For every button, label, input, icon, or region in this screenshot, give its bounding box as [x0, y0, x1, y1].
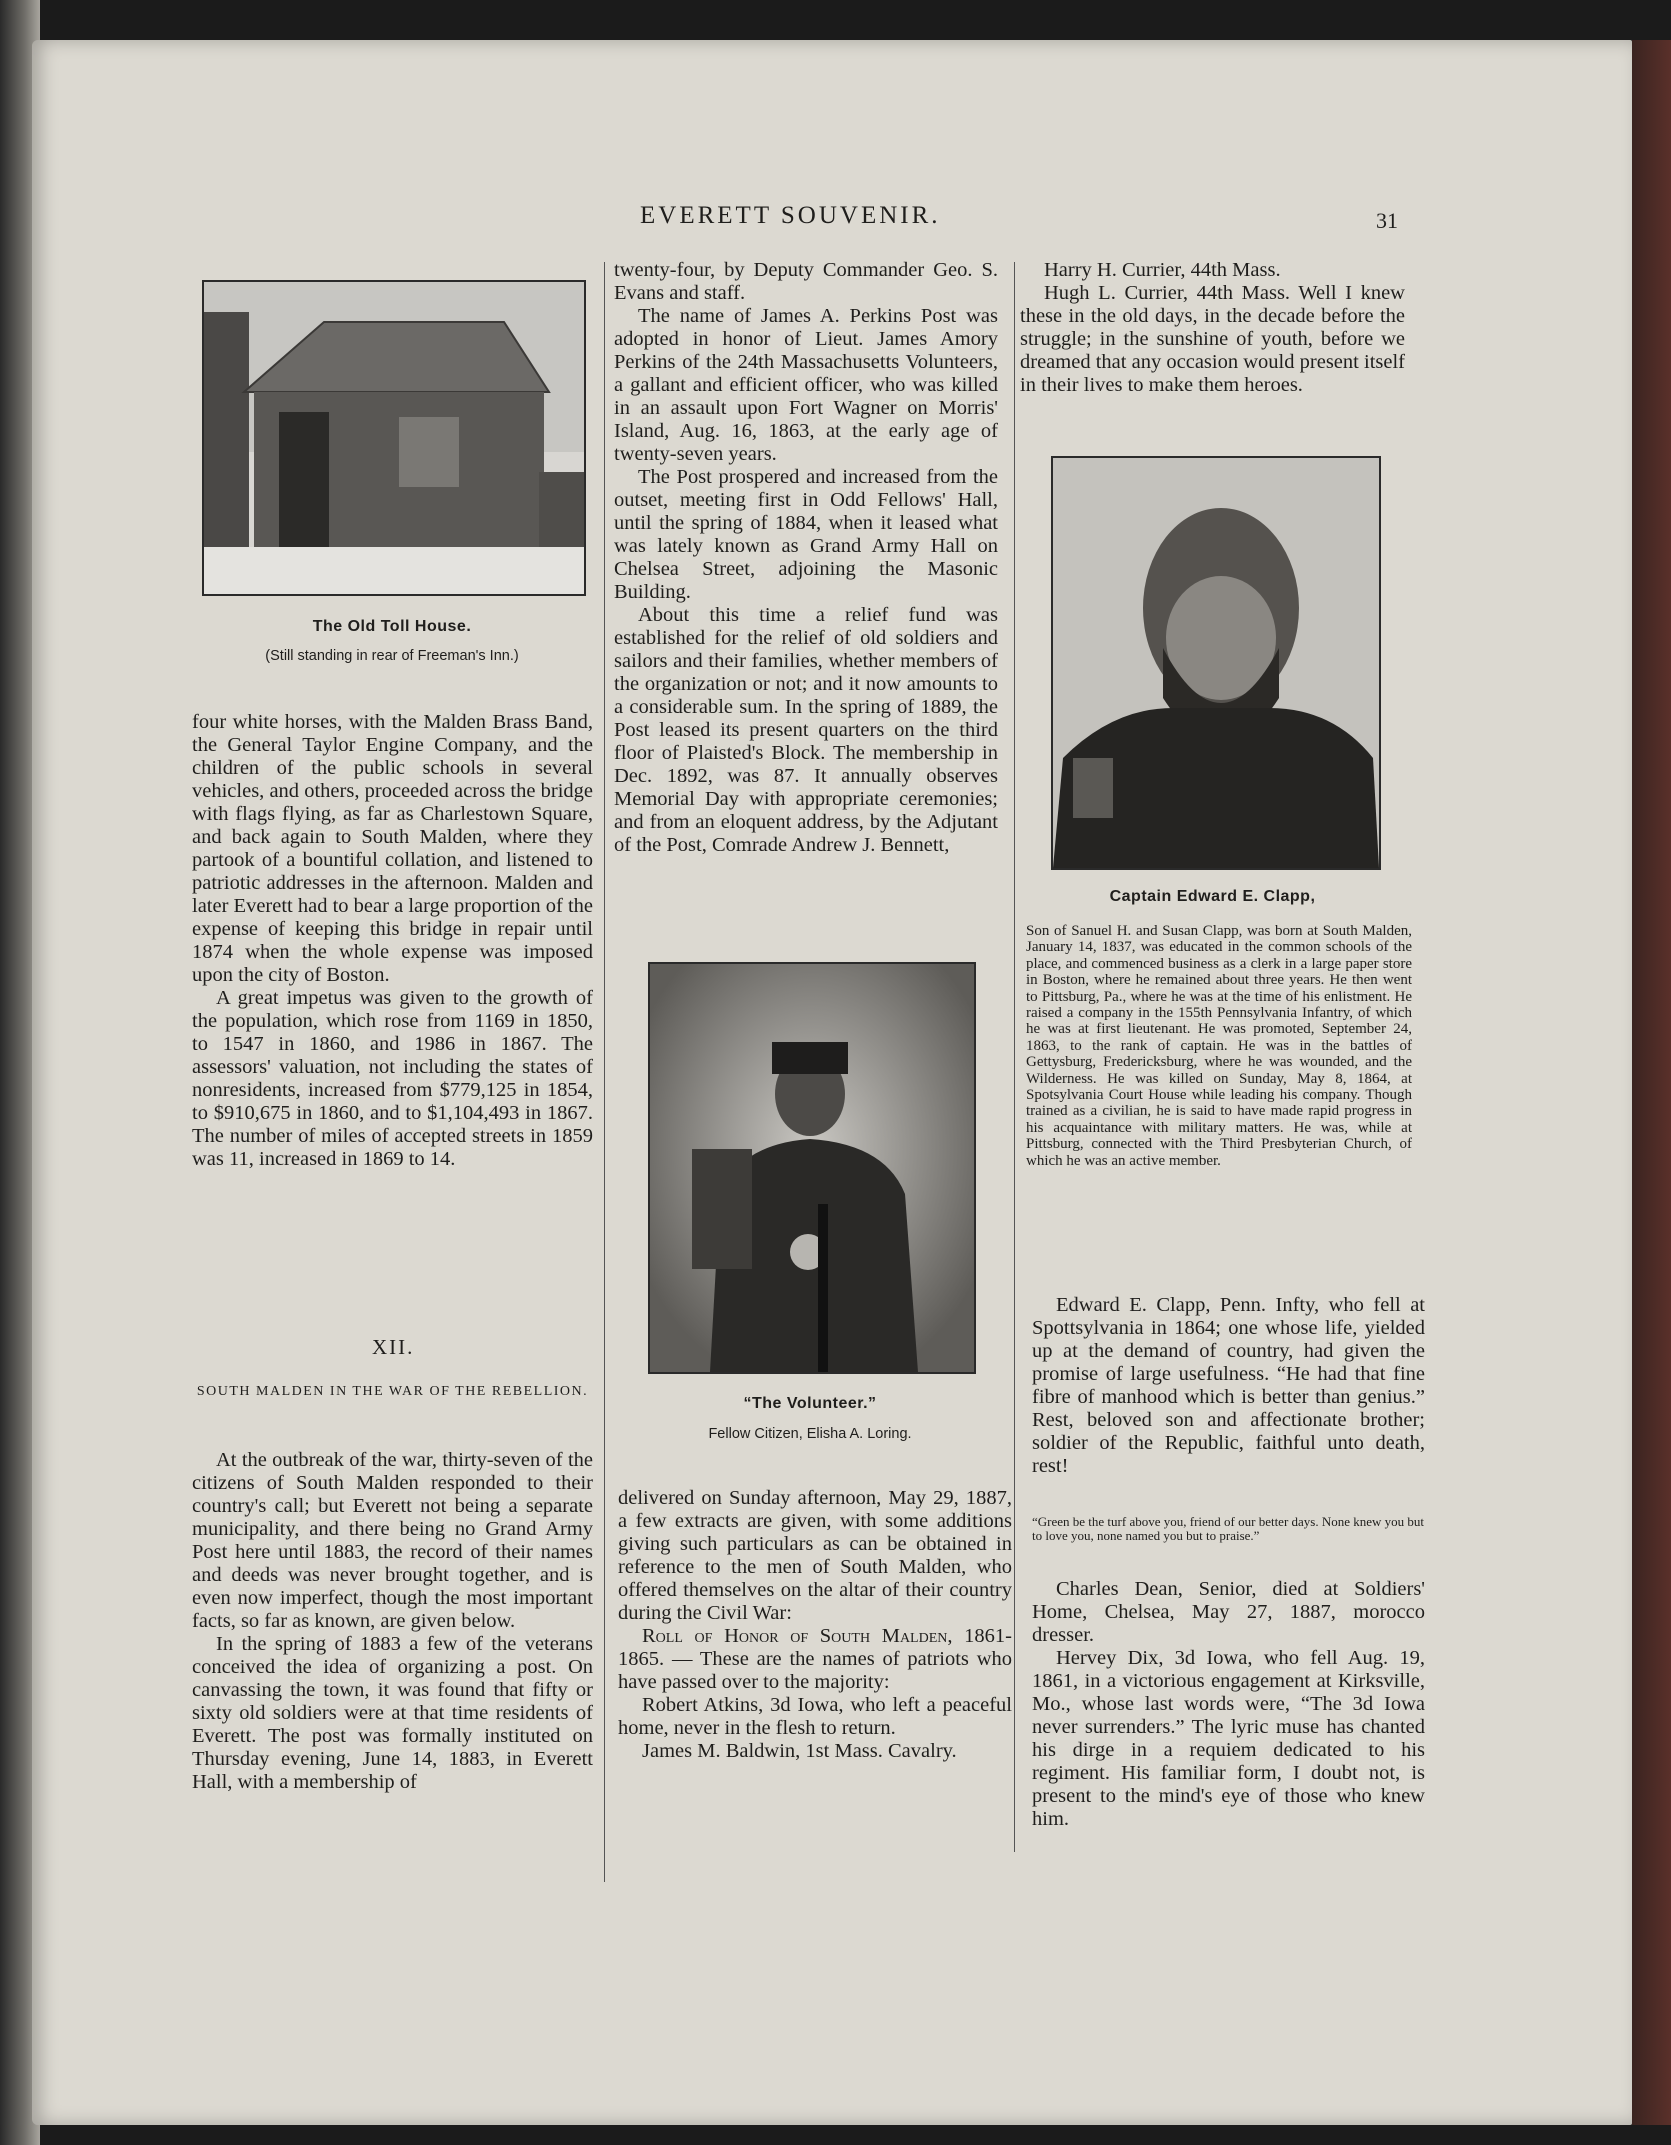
- column-3-bottom: [1032, 1578, 1425, 1831]
- captain-clapp-bio: Son of Sanuel H. and Susan Clapp, was born at South Malden, January 14, 1837, was educated in the common schools of the place, and commenced business as a clerk in a large paper store in Boston, where he remained about three years. He then went to Pittsburg, Pa., where he was at the time of his enlistment. He raised a company in the 155th Pennsylvania Infantry, of which he was at first lieutenant. He was promoted, September 24, 1863, to the rank of captain. He was in the battles of Gettysburg, Fredericksburg, where he was wounded, and the Wilderness. He was killed on Sunday, May 8, 1864, at Spotsylvania Court House while leading his company. Though trained as a civilian, he is said to have made rapid progress in his acquaintance with military matters. He was, while at Pittsburg, connected with the Third Presbyterian Church, of which he was an active member.: [1026, 923, 1412, 1169]
- section-number: XII.: [372, 1335, 415, 1359]
- roll-of-honor-heading: Roll of Honor of South Malden, 1861-1865.: [618, 1625, 1012, 1670]
- book-cover-edge: [1632, 40, 1671, 2125]
- poem-quote: “Green be the turf above you, friend of our better days. None knew you but to love you, none named you but to praise.”: [1032, 1514, 1425, 1543]
- col2-paragraph-6: Robert Atkins, 3d Iowa, who left a peaceful home, never in the flesh to return.: [618, 1694, 1012, 1739]
- toll-house-caption: [200, 618, 584, 664]
- col2-paragraph-1: twenty-four, by Deputy Commander Geo. S. Evans and staff.: [614, 259, 998, 304]
- col1-paragraph-2: A great impetus was given to the growth of the population, which rose from 1169 in 1850, to 1547 in 1860, and 1986 in 1867. The assessors' valuation, not including the states of nonresidents, increased from $779,125 in 1854, to $910,675 in 1860, and to $1,104,493 in 1867. The number of miles of accepted streets in 1859 was 11, increased in 1869 to 14.: [192, 987, 593, 1170]
- col2-paragraph-7: James M. Baldwin, 1st Mass. Cavalry.: [642, 1740, 957, 1762]
- captain-clapp-title: Captain Edward E. Clapp,: [1109, 888, 1316, 905]
- col3-paragraph-3: Charles Dean, Senior, died at Soldiers' Home, Chelsea, May 27, 1887, morocco dresser.: [1032, 1578, 1425, 1646]
- volunteer-caption: [610, 1395, 1010, 1442]
- col2-paragraph-4: About this time a relief fund was established for the relief of old soldiers and sailors and their families, whether members of the organization or not; and it now amounts to a considerable sum. In the spring of 1889, the Post leased its present quarters on the third floor of Plaisted's Block. The membership in Dec. 1892, was 87. It annually observes Memorial Day with appropriate ceremonies; and from an eloquent address, by the Adjutant of the Post, Comrade Andrew J. Bennett,: [614, 604, 998, 856]
- roll-of-honor-text: — These are the names of patriots who have passed over to the majority:: [618, 1648, 1012, 1693]
- section-title: SOUTH MALDEN IN THE WAR OF THE REBELLION.: [196, 1384, 589, 1399]
- volunteer-subtitle: Fellow Citizen, Elisha A. Loring.: [708, 1426, 912, 1442]
- captain-clapp-photo: [1051, 456, 1381, 870]
- running-header: EVERETT SOUVENIR.: [640, 202, 941, 229]
- col2-paragraph-5: delivered on Sunday afternoon, May 29, 1887, a few extracts are given, with some additions giving such particulars as can be obtained in reference to the men of South Malden, who offered themselves on the altar of their country during the Civil War:: [618, 1487, 1012, 1624]
- page-number: 31: [1376, 208, 1398, 233]
- col1-paragraph-1: four white horses, with the Malden Brass Band, the General Taylor Engine Company, and the children of the public schools in several vehicles, and others, proceeded across the bridge with flags flying, as far as Charlestown Square, and back again to South Malden, where they partook of a bountiful collation, and listened to patriotic addresses in the afternoon. Malden and later Everett had to bear a large proportion of the expense of keeping this bridge in repair until 1874 when the whole expense was imposed upon the city of Boston.: [192, 711, 593, 986]
- volunteer-title: “The Volunteer.”: [743, 1395, 877, 1412]
- column-1-bottom: [192, 1449, 593, 1794]
- col3-line-1: Harry H. Currier, 44th Mass.: [1044, 259, 1281, 281]
- column-2-top: [614, 259, 998, 857]
- col2-paragraph-3: The Post prospered and increased from the outset, meeting first in Odd Fellows' Hall, until the spring of 1884, when it leased what was lately known as Grand Army Hall on Chelsea Street, adjoining the Masonic Building.: [614, 466, 998, 603]
- col1-paragraph-3: At the outbreak of the war, thirty-seven of the citizens of South Malden responded to their country's call; but Everett not being a separate municipality, and there being no Grand Army Post here until 1883, the record of their names and deeds was never brought together, and is even now imperfect, though the most important facts, so far as known, are given below.: [192, 1449, 593, 1632]
- column-2-bottom: [618, 1487, 1012, 1763]
- col3-paragraph-2: Edward E. Clapp, Penn. Infty, who fell at Spottsylvania in 1864; one whose life, yielded up at the demand of country, had given the promise of large usefulness. “He had that fine fibre of manhood which is better than genius.” Rest, beloved son and affectionate brother; soldier of the Republic, faithful unto death, rest!: [1032, 1294, 1425, 1477]
- col2-paragraph-2: The name of James A. Perkins Post was adopted in honor of Lieut. James Amory Perkins of the 24th Massachusetts Volunteers, a gallant and efficient officer, who was killed in an assault upon Fort Wagner on Morris' Island, Aug. 16, 1863, at the early age of twenty-seven years.: [614, 305, 998, 465]
- column-rule-1: [604, 262, 605, 1882]
- col3-paragraph-4: Hervey Dix, 3d Iowa, who fell Aug. 19, 1861, in a victorious engagement at Kirksville, Mo., whose last words were, “The 3d Iowa never surrenders.” The lyric muse has chanted his dirge in a requiem dedicated to his regiment. His familiar form, I doubt not, is present to the mind's eye of those who knew him.: [1032, 1647, 1425, 1830]
- col3-paragraph-1: Hugh L. Currier, 44th Mass. Well I knew these in the old days, in the decade before the struggle; in the sunshine of youth, before we dreamed that any occasion would present itself in their lives to make them heroes.: [1020, 282, 1405, 396]
- column-3-middle: [1032, 1294, 1425, 1478]
- column-3-top: [1020, 259, 1405, 397]
- toll-house-title: The Old Toll House.: [312, 618, 472, 635]
- toll-house-subtitle: (Still standing in rear of Freeman's Inn.): [265, 648, 519, 664]
- column-rule-2: [1014, 262, 1015, 1852]
- captain-clapp-caption: [1040, 888, 1385, 906]
- column-1-top: [192, 711, 593, 1171]
- volunteer-photo: [648, 962, 976, 1374]
- col1-paragraph-4: In the spring of 1883 a few of the veterans conceived the idea of organizing a post. On canvassing the town, it was found that fifty or sixty old soldiers were at that time residents of Everett. The post was formally instituted on Thursday evening, June 14, 1883, in Everett Hall, with a membership of: [192, 1633, 593, 1793]
- toll-house-photo: [202, 280, 586, 596]
